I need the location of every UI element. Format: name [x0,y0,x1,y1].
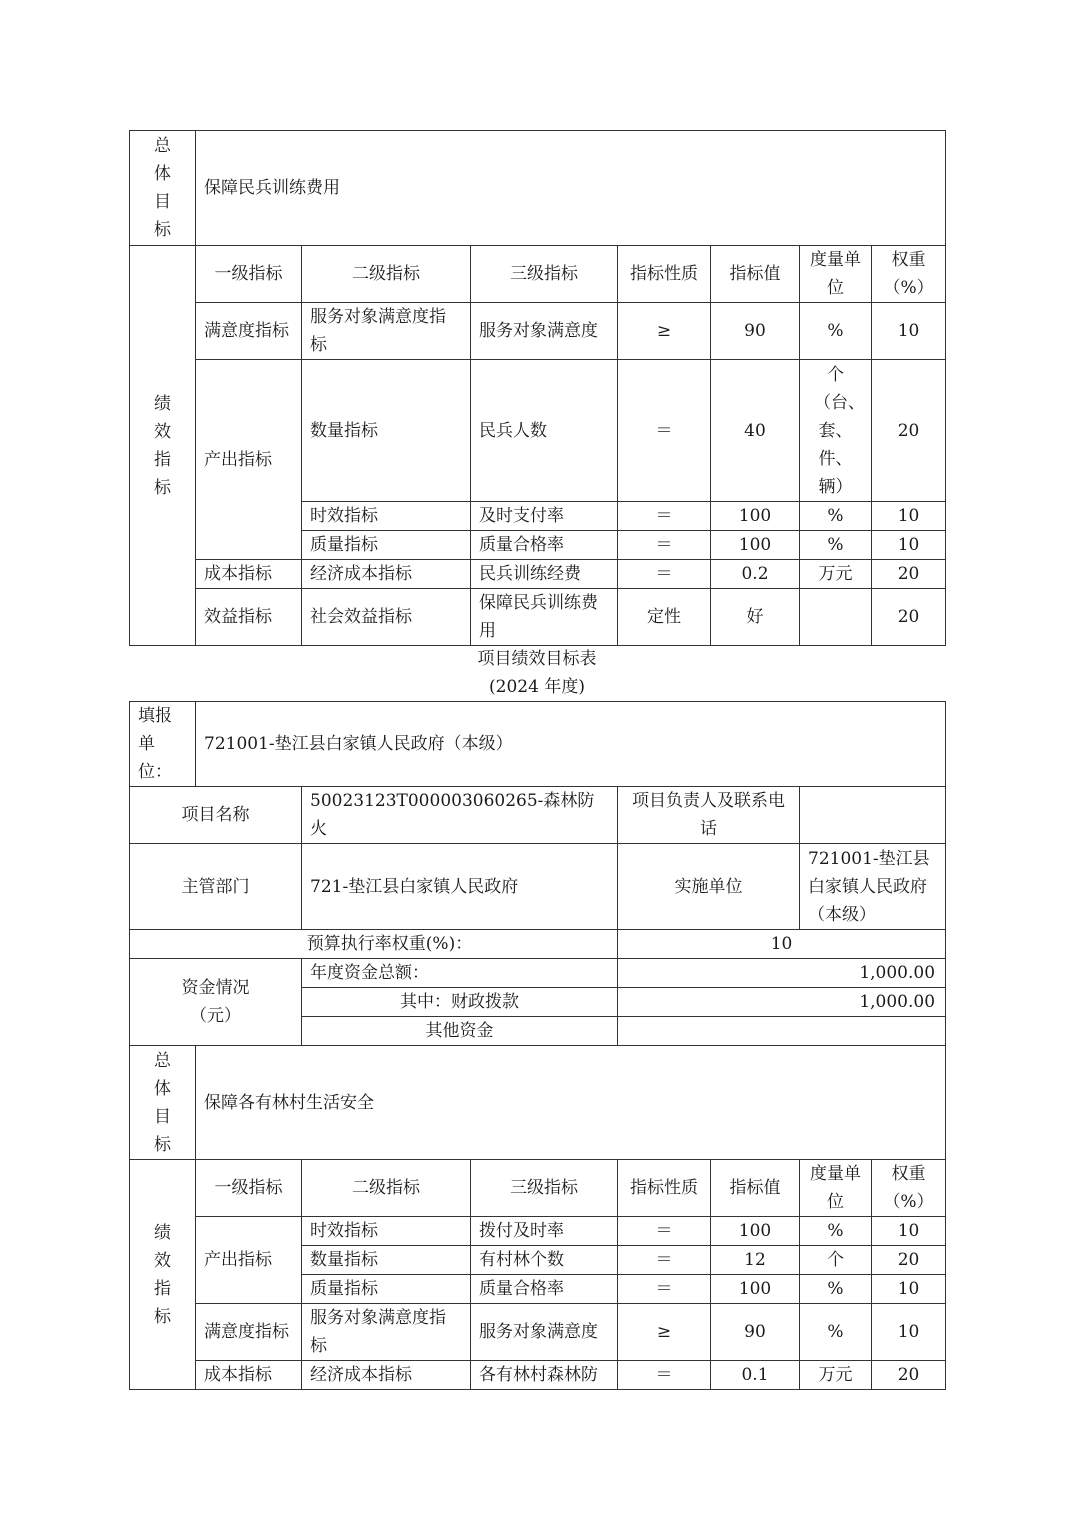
header-unit: 度量单位 [800,246,872,303]
level3-cell: 有村林个数 [471,1246,618,1275]
supervising-dept-label: 主管部门 [130,844,302,930]
header-level3: 三级指标 [471,1160,618,1217]
level2-cell: 时效指标 [302,1217,471,1246]
weight-cell: 10 [872,531,946,560]
budget-weight-label: 预算执行率权重(%)： [130,930,618,959]
nature-cell: ≥ [618,303,711,360]
level2-cell: 数量指标 [302,360,471,502]
value-cell: 12 [711,1246,800,1275]
unit-cell: % [800,1304,872,1361]
project-name-label: 项目名称 [130,787,302,844]
unit-cell: 万元 [800,1361,872,1390]
weight-cell: 20 [872,360,946,502]
level3-cell: 服务对象满意度 [471,1304,618,1361]
nature-cell: ＝ [618,1361,711,1390]
value-cell: 100 [711,502,800,531]
header-nature: 指标性质 [618,1160,711,1217]
implementing-unit-label: 实施单位 [618,844,800,930]
nature-cell: ＝ [618,1246,711,1275]
level1-cell: 成本指标 [196,1361,302,1390]
funds-fiscal-label: 其中：财政拨款 [302,988,618,1017]
value-cell: 100 [711,1217,800,1246]
header-value: 指标值 [711,246,800,303]
funds-fiscal-value: 1,000.00 [618,988,946,1017]
overall-goal-label: 总 体 目 标 [130,131,196,246]
header-level2: 二级指标 [302,246,471,303]
unit-cell: % [800,1275,872,1304]
table-year: (2024 年度) [489,677,585,697]
table-row [130,1304,946,1361]
value-cell: 100 [711,1275,800,1304]
header-weight: 权重（%） [872,1160,946,1217]
project-contact-label: 项目负责人及联系电话 [618,787,800,844]
budget-weight-value: 10 [618,930,946,959]
filler-unit-label: 填报单位： [130,702,196,787]
weight-cell: 20 [872,1361,946,1390]
header-unit: 度量单位 [800,1160,872,1217]
value-cell: 好 [711,589,800,646]
value-cell: 90 [711,1304,800,1361]
level2-cell: 经济成本指标 [302,1361,471,1390]
value-cell: 100 [711,531,800,560]
filler-unit-value: 721001-垫江县白家镇人民政府（本级） [196,702,946,787]
header-weight: 权重（%） [872,246,946,303]
unit-cell: % [800,502,872,531]
value-cell: 40 [711,360,800,502]
weight-cell: 10 [872,303,946,360]
performance-indicator-label: 绩 效 指 标 [130,1160,196,1390]
weight-cell: 10 [872,1217,946,1246]
unit-cell: % [800,303,872,360]
weight-cell: 20 [872,560,946,589]
weight-cell: 10 [872,1304,946,1361]
unit-cell: 个 [800,1246,872,1275]
funds-other-value [618,1017,946,1046]
nature-cell: ＝ [618,1217,711,1246]
level3-cell: 民兵训练经费 [471,560,618,589]
funds-total-value: 1,000.00 [618,959,946,988]
level2-cell: 时效指标 [302,502,471,531]
performance-indicator-label: 绩 效 指 标 [130,246,196,646]
level2-cell: 经济成本指标 [302,560,471,589]
funds-label: 资金情况（元） [130,959,302,1046]
funds-other-label: 其他资金 [302,1017,618,1046]
nature-cell: ＝ [618,502,711,531]
level3-cell: 保障民兵训练费用 [471,589,618,646]
weight-cell: 20 [872,1246,946,1275]
level3-cell: 拨付及时率 [471,1217,618,1246]
weight-cell: 10 [872,1275,946,1304]
nature-cell: ＝ [618,360,711,502]
value-cell: 0.2 [711,560,800,589]
weight-cell: 10 [872,502,946,531]
table-row [130,560,946,589]
table-row [130,1361,946,1390]
header-nature: 指标性质 [618,246,711,303]
level1-cell: 满意度指标 [196,303,302,360]
level3-cell: 民兵人数 [471,360,618,502]
project-name-value: 50023123T000003060265-森林防火 [302,787,618,844]
nature-cell: 定性 [618,589,711,646]
weight-cell: 20 [872,589,946,646]
level1-cell: 成本指标 [196,560,302,589]
overall-goal-text: 保障各有林村生活安全 [196,1046,946,1160]
level2-cell: 质量指标 [302,531,471,560]
level3-cell: 及时支付率 [471,502,618,531]
unit-cell: % [800,1217,872,1246]
table-row [130,589,946,646]
table-title: 项目绩效目标表 [477,649,597,669]
unit-cell: 万元 [800,560,872,589]
header-level3: 三级指标 [471,246,618,303]
level3-cell: 质量合格率 [471,1275,618,1304]
level2-cell: 质量指标 [302,1275,471,1304]
funds-total-label: 年度资金总额： [302,959,618,988]
value-cell: 90 [711,303,800,360]
overall-goal-label: 总 体 目 标 [130,1046,196,1160]
level1-cell: 产出指标 [196,1217,302,1304]
unit-cell: 个（台、套、件、辆） [800,360,872,502]
unit-cell [800,589,872,646]
performance-table-1 [129,130,946,646]
level2-cell: 服务对象满意度指标 [302,303,471,360]
level1-cell: 产出指标 [196,360,302,560]
header-value: 指标值 [711,1160,800,1217]
table-row [130,360,946,502]
value-cell: 0.1 [711,1361,800,1390]
level2-cell: 社会效益指标 [302,589,471,646]
level1-cell: 满意度指标 [196,1304,302,1361]
supervising-dept-value: 721-垫江县白家镇人民政府 [302,844,618,930]
header-level2: 二级指标 [302,1160,471,1217]
header-level1: 一级指标 [196,246,302,303]
level3-cell: 各有林村森林防 [471,1361,618,1390]
nature-cell: ＝ [618,560,711,589]
level2-cell: 服务对象满意度指标 [302,1304,471,1361]
level1-cell: 效益指标 [196,589,302,646]
overall-goal-text: 保障民兵训练费用 [196,131,946,246]
project-contact-value [800,787,946,844]
nature-cell: ＝ [618,1275,711,1304]
header-level1: 一级指标 [196,1160,302,1217]
implementing-unit-value: 721001-垫江县白家镇人民政府（本级） [800,844,946,930]
performance-table-2 [129,701,946,1390]
table-row [130,303,946,360]
level2-cell: 数量指标 [302,1246,471,1275]
nature-cell: ≥ [618,1304,711,1361]
level3-cell: 服务对象满意度 [471,303,618,360]
level3-cell: 质量合格率 [471,531,618,560]
nature-cell: ＝ [618,531,711,560]
unit-cell: % [800,531,872,560]
table-row [130,1217,946,1246]
